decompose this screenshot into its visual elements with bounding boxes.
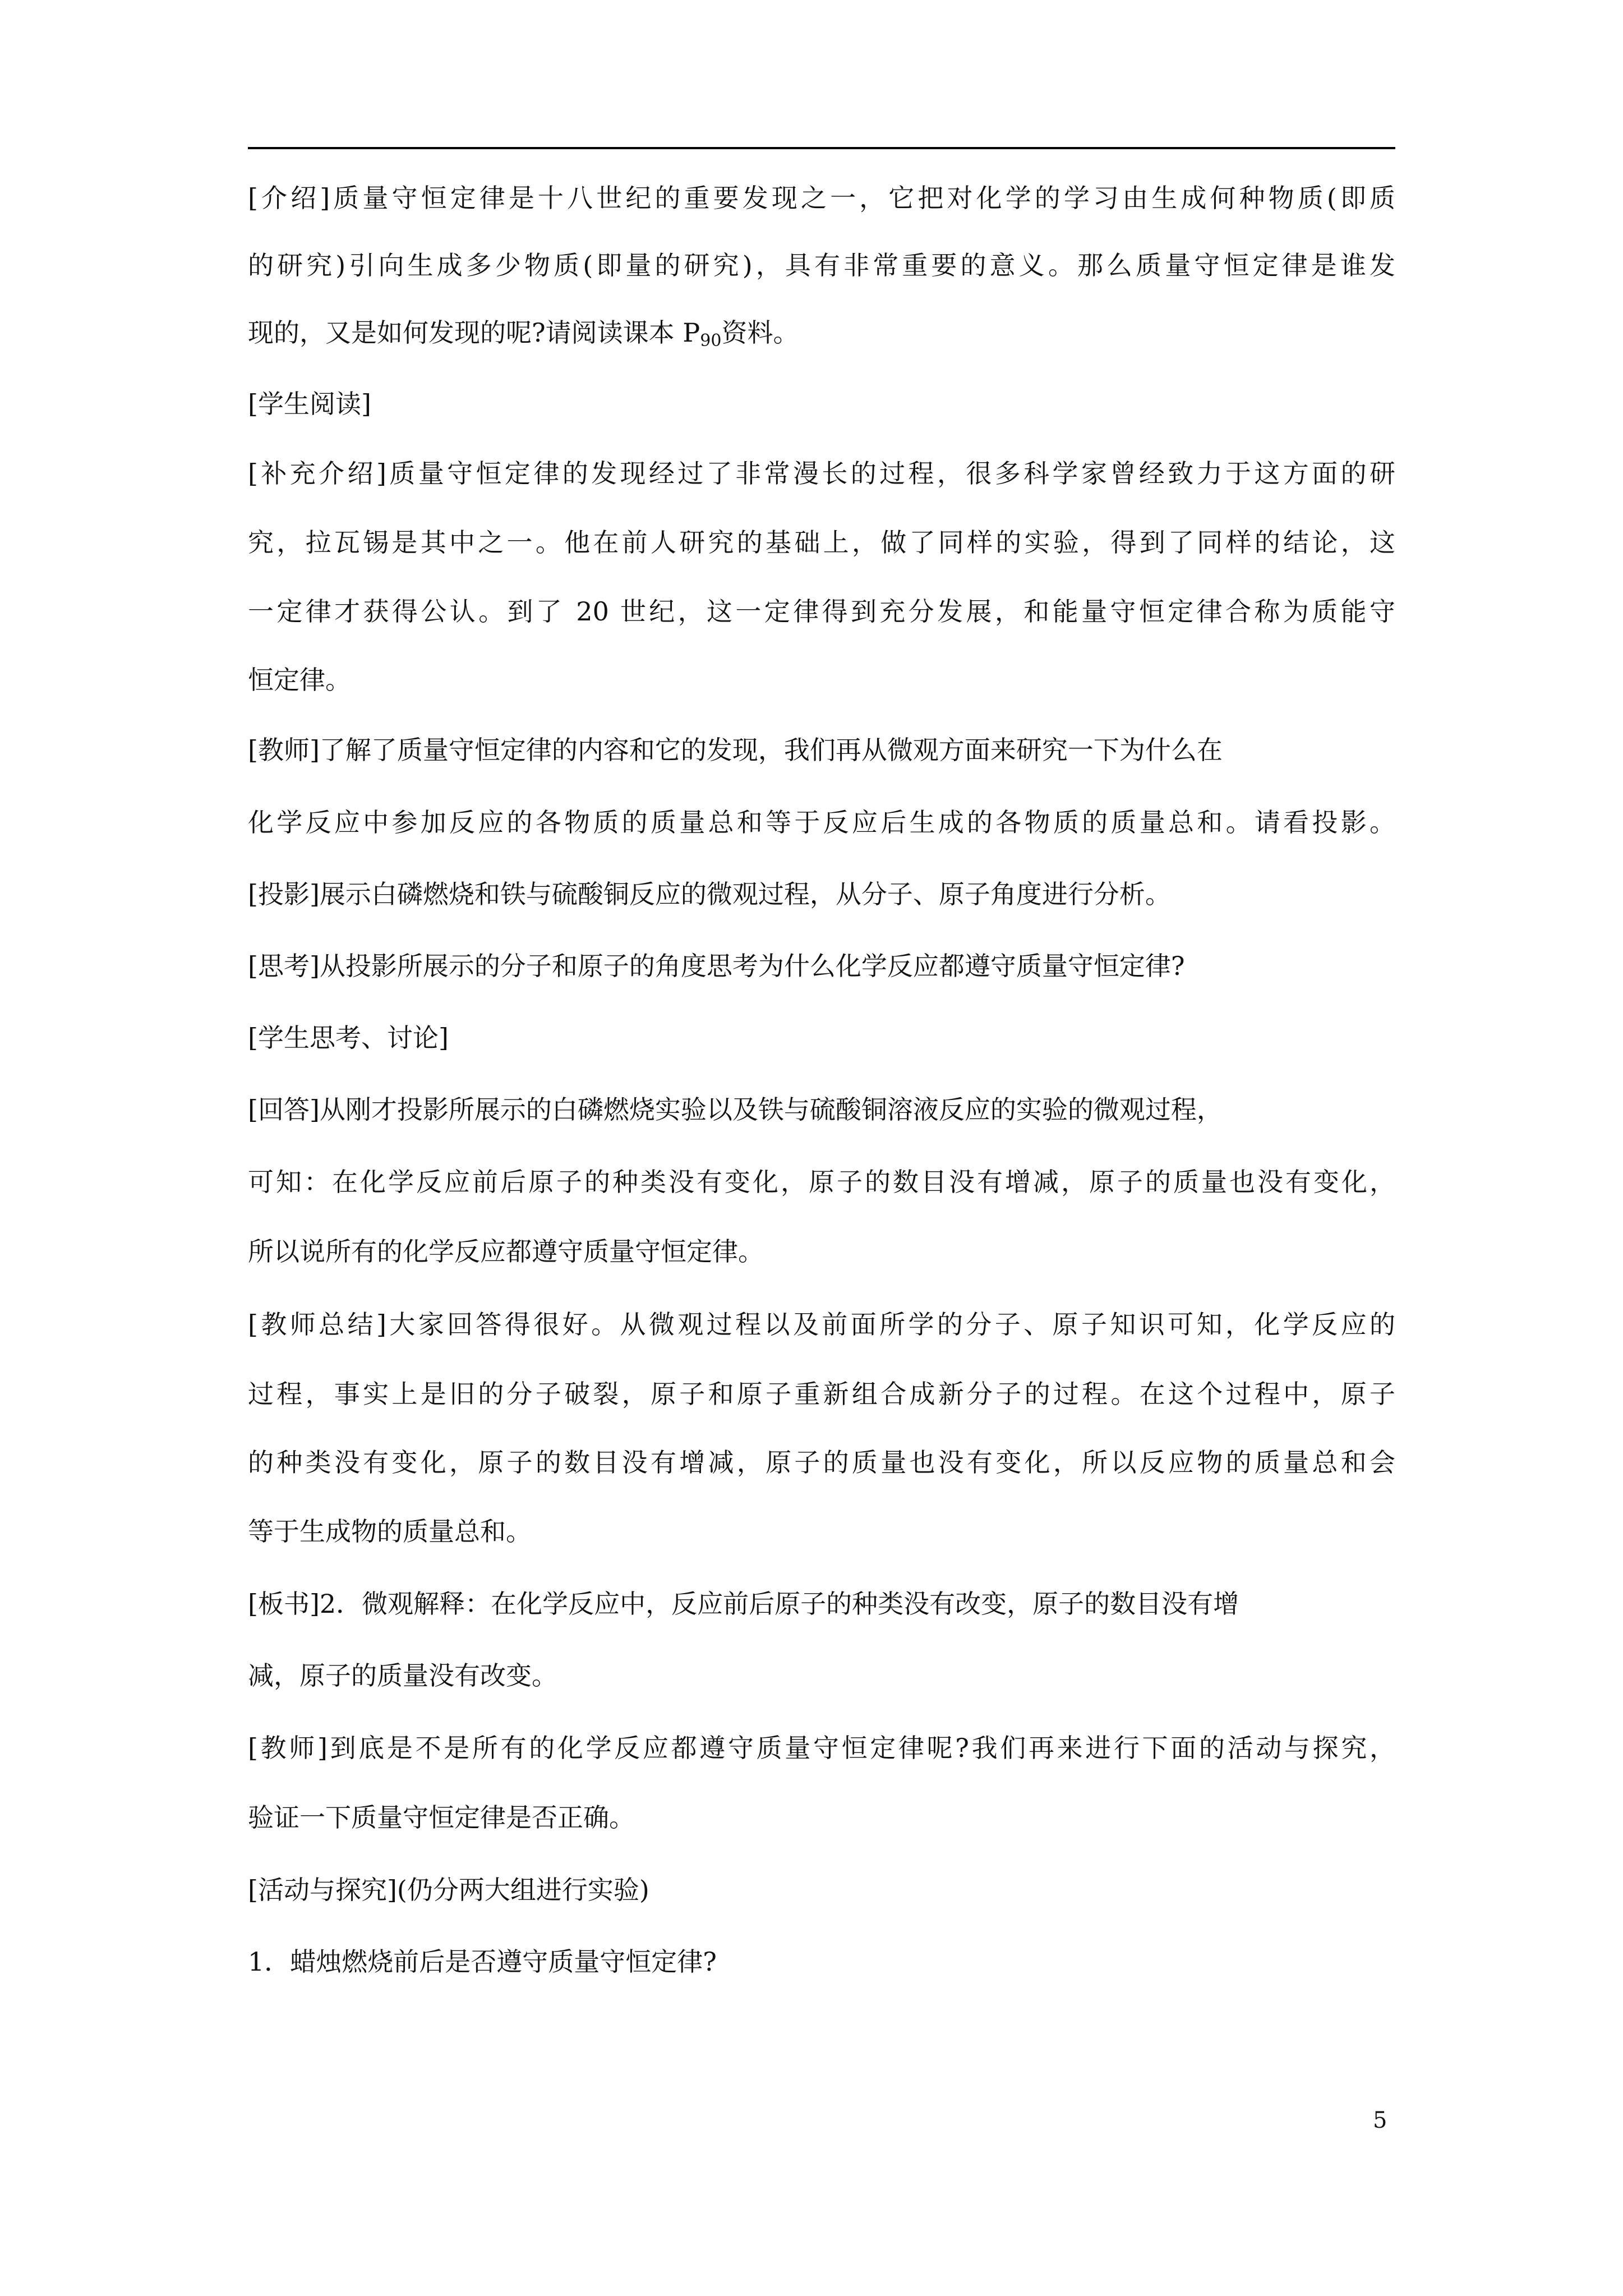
text-line-12: [思考]从投影所展示的分子和原子的角度思考为什么化学反应都遵守质量守恒定律? [248, 951, 1185, 981]
text-line-14: [回答]从刚才投影所展示的白磷燃烧实验以及铁与硫酸铜溶液反应的实验的微观过程， [248, 1094, 1223, 1125]
textbook-page-ref: $P_{90}$资料。 [683, 318, 799, 351]
text-line-2: 的研究)引向生成多少物质(即量的研究)，具有非常重要的意义。那么质量守恒定律是谁发 [248, 250, 1395, 280]
text-line-6: 究，拉瓦锡是其中之一。他在前人研究的基础上，做了同样的实验，得到了同样的结论，这 [248, 527, 1395, 558]
text-line-19: 的种类没有变化，原子的数目没有增减，原子的质量也没有变化，所以反应物的质量总和会 [248, 1447, 1395, 1478]
page-number: 5 [1373, 2108, 1387, 2133]
text-line-5: [补充介绍]质量守恒定律的发现经过了非常漫长的过程，很多科学家曾经致力于这方面的研 [248, 458, 1395, 489]
text-line-17: [教师总结]大家回答得很好。从微观过程以及前面所学的分子、原子知识可知，化学反应的 [248, 1309, 1395, 1340]
text-line-8: 恒定律。 [248, 665, 351, 695]
text-line-13: [学生思考、讨论] [248, 1023, 449, 1053]
text-line-21: [板书]2．微观解释：在化学反应中，反应前后原子的种类没有改变，原子的数目没有增 [248, 1589, 1239, 1619]
text-line-1: [介绍]质量守恒定律是十八世纪的重要发现之一，它把对化学的学习由生成何种物质(即质 [248, 183, 1395, 213]
text-line-20: 等于生成物的质量总和。 [248, 1516, 532, 1547]
text-line-18: 过程，事实上是旧的分子破裂，原子和原子重新组合成新分子的过程。在这个过程中，原子 [248, 1379, 1395, 1409]
text-line-9: [教师]了解了质量守恒定律的内容和它的发现，我们再从微观方面来研究一下为什么在 [248, 735, 1223, 765]
text-line-24: 验证一下质量守恒定律是否正确。 [248, 1802, 635, 1833]
text-line-16: 所以说所有的化学反应都遵守质量守恒定律。 [248, 1236, 764, 1267]
text-line-26: 1．蜡烛燃烧前后是否遵守质量守恒定律? [248, 1947, 717, 1977]
header-rule [248, 147, 1395, 149]
textbook-page-number: 90 [700, 331, 722, 351]
text-line-3-main: 现的，又是如何发现的呢?请阅读课本 [248, 318, 675, 348]
text-line-25: [活动与探究](仍分两大组进行实验) [248, 1875, 649, 1905]
text-line-22: 减，原子的质量没有改变。 [248, 1660, 557, 1691]
text-line-23: [教师]到底是不是所有的化学反应都遵守质量守恒定律呢?我们再来进行下面的活动与探究， [248, 1733, 1395, 1763]
text-line-11: [投影]展示白磷燃烧和铁与硫酸铜反应的微观过程，从分子、原子角度进行分析。 [248, 879, 1171, 909]
text-line-15: 可知：在化学反应前后原子的种类没有变化，原子的数目没有增减，原子的质量也没有变化， [248, 1167, 1395, 1197]
text-line-10: 化学反应中参加反应的各物质的质量总和等于反应后生成的各物质的质量总和。请看投影。 [248, 807, 1395, 838]
text-line-3 [248, 316, 799, 349]
text-line-4: [学生阅读] [248, 389, 371, 419]
text-line-7: 一定律才获得公认。到了 20 世纪，这一定律得到充分发展，和能量守恒定律合称为质能守 [248, 596, 1395, 627]
